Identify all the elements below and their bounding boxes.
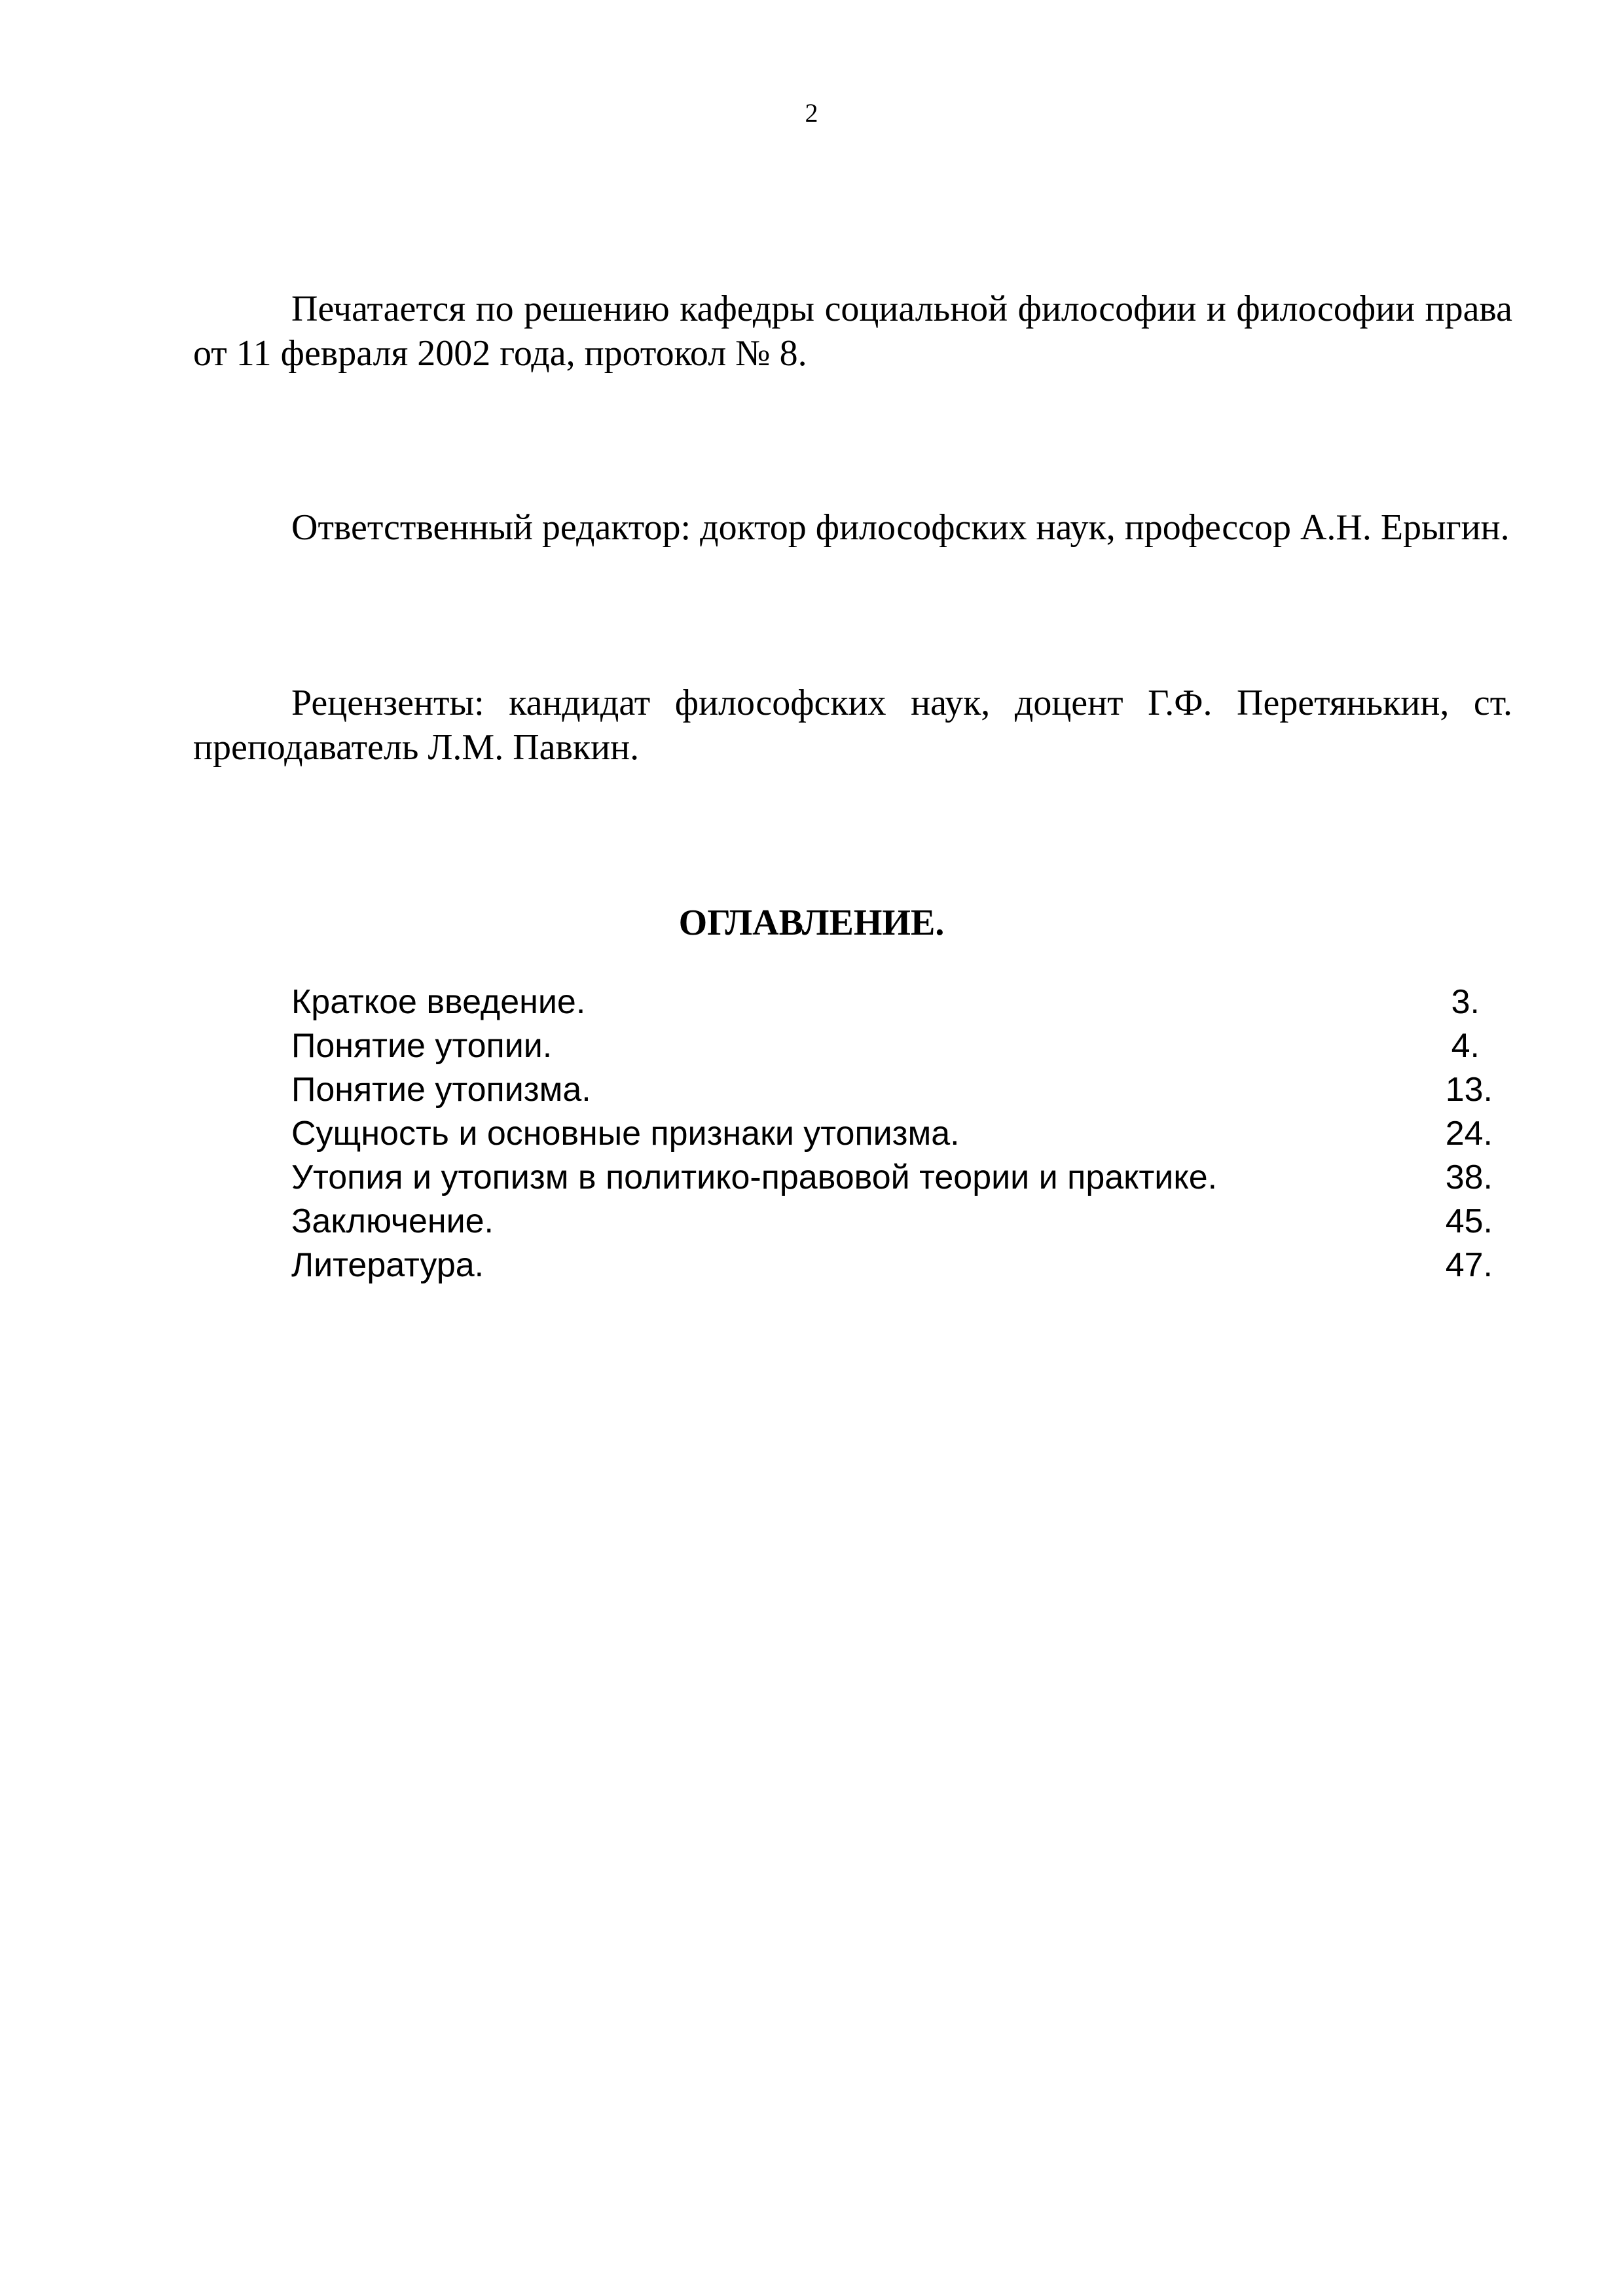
toc-entry-page: 24.	[1445, 1115, 1493, 1153]
toc-entry	[291, 980, 1493, 1024]
toc-entry-label: Понятие утопизма.	[291, 1071, 591, 1109]
toc-entry	[291, 1200, 1493, 1244]
responsible-editor: Ответственный редактор: доктор философских наук, профессор А.Н. Ерыгин.	[291, 507, 1510, 548]
toc-entry	[291, 1244, 1493, 1287]
toc-entry	[291, 1024, 1493, 1068]
toc-entry-label: Утопия и утопизм в политико-правовой теории и практике.	[291, 1158, 1218, 1196]
toc-entry	[291, 1112, 1493, 1156]
toc-entry-page: 3.	[1451, 983, 1480, 1021]
reviewers: Рецензенты: кандидат философских наук, доцент Г.Ф. Перетянькин, ст. преподаватель Л.М. Павкин.	[193, 683, 1512, 768]
toc-entry-label: Сущность и основные признаки утопизма.	[291, 1115, 960, 1153]
toc-entry-label: Понятие утопии.	[291, 1027, 553, 1065]
publication-note: Печатается по решению кафедры социальной философии и философии права от 11 февраля 2002 года, протокол № 8.	[193, 289, 1512, 374]
toc-entry-page: 45.	[1445, 1202, 1493, 1240]
toc-title: ОГЛАВЛЕНИЕ.	[678, 903, 945, 943]
toc-entry-label: Заключение.	[291, 1202, 494, 1240]
toc-entry	[291, 1068, 1493, 1112]
toc-entry-page: 47.	[1445, 1246, 1493, 1284]
page-number: 2	[805, 98, 818, 128]
toc-entry	[291, 1156, 1493, 1200]
toc-entry-label: Литература.	[291, 1246, 484, 1284]
toc-entry-page: 4.	[1451, 1027, 1480, 1065]
toc-entry-label: Краткое введение.	[291, 983, 586, 1021]
toc-entry-page: 38.	[1445, 1158, 1493, 1196]
table-of-contents	[291, 980, 1493, 1287]
toc-entry-page: 13.	[1445, 1071, 1493, 1109]
